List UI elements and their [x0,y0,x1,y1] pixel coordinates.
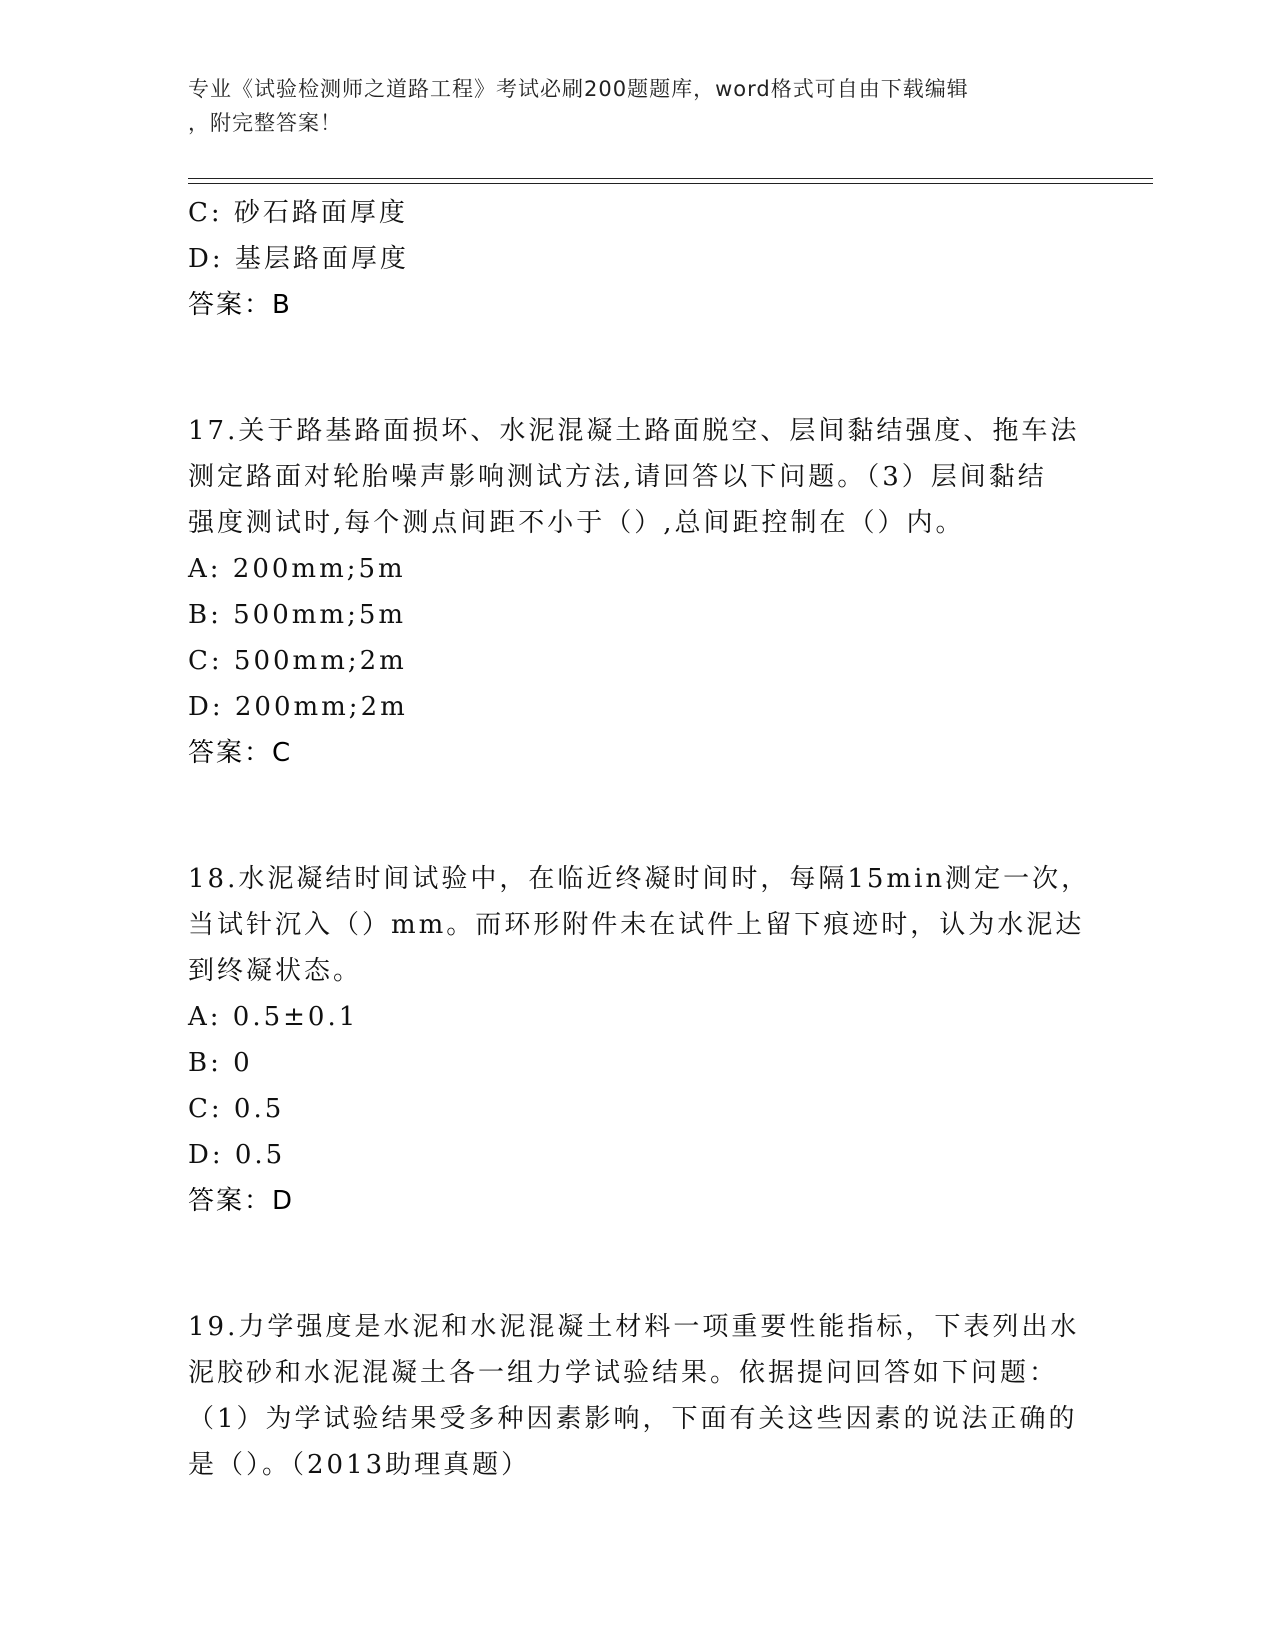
question-17 [188,408,1088,776]
option-c: C: 砂石路面厚度 [188,198,408,228]
answer-label: 答案：C [188,738,293,768]
spacer [188,776,1088,856]
previous-question-block [188,190,1088,328]
question-text-line: 泥胶砂和水泥混凝土各一组力学试验结果。依据提问回答如下问题： [188,1358,1059,1388]
spacer [188,1224,1088,1304]
document-header [188,72,1088,140]
question-text-line: 18.水泥凝结时间试验中，在临近终凝时间时，每隔15min测定一次， [188,864,1091,894]
answer-label: 答案：D [188,1186,295,1216]
header-title-line-1: 专业《试验检测师之道路工程》考试必刷200题题库，word格式可自由下载编辑 [188,77,969,101]
option-d: D: 200mm;2m [188,692,408,722]
question-text-line: 测定路面对轮胎噪声影响测试方法,请回答以下问题。（3）层间黏结 [188,462,1047,492]
question-19 [188,1304,1088,1488]
header-title-line-2: ，附完整答案！ [188,111,342,135]
option-c: C: 500mm;2m [188,646,407,676]
question-18 [188,856,1091,1224]
option-b: B: 500mm;5m [188,600,407,630]
header-divider-bottom [188,183,1153,184]
option-b: B: 0 [188,1048,253,1078]
option-a: A: 200mm;5m [188,554,406,584]
question-text-line: 强度测试时,每个测点间距不小于（）,总间距控制在（）内。 [188,508,965,538]
option-d: D: 0.5 [188,1140,286,1170]
answer-label: 答案：B [188,290,292,320]
header-divider-top [188,178,1153,179]
option-d: D: 基层路面厚度 [188,244,409,274]
spacer [188,328,1088,408]
question-text-line: （1）为学试验结果受多种因素影响，下面有关这些因素的说法正确的 [188,1404,1078,1434]
question-text-line: 当试针沉入（）mm。而环形附件未在试件上留下痕迹时，认为水泥达 [188,910,1085,940]
option-a: A: 0.5±0.1 [188,1002,359,1032]
question-text-line: 是（）。（2013助理真题） [188,1450,531,1480]
option-c: C: 0.5 [188,1094,285,1124]
question-text-line: 到终凝状态。 [188,956,363,986]
question-list [188,190,1091,1488]
question-text-line: 19.力学强度是水泥和水泥混凝土材料一项重要性能指标，下表列出水 [188,1312,1080,1342]
question-text-line: 17.关于路基路面损坏、水泥混凝土路面脱空、层间黏结强度、拖车法 [188,416,1080,446]
